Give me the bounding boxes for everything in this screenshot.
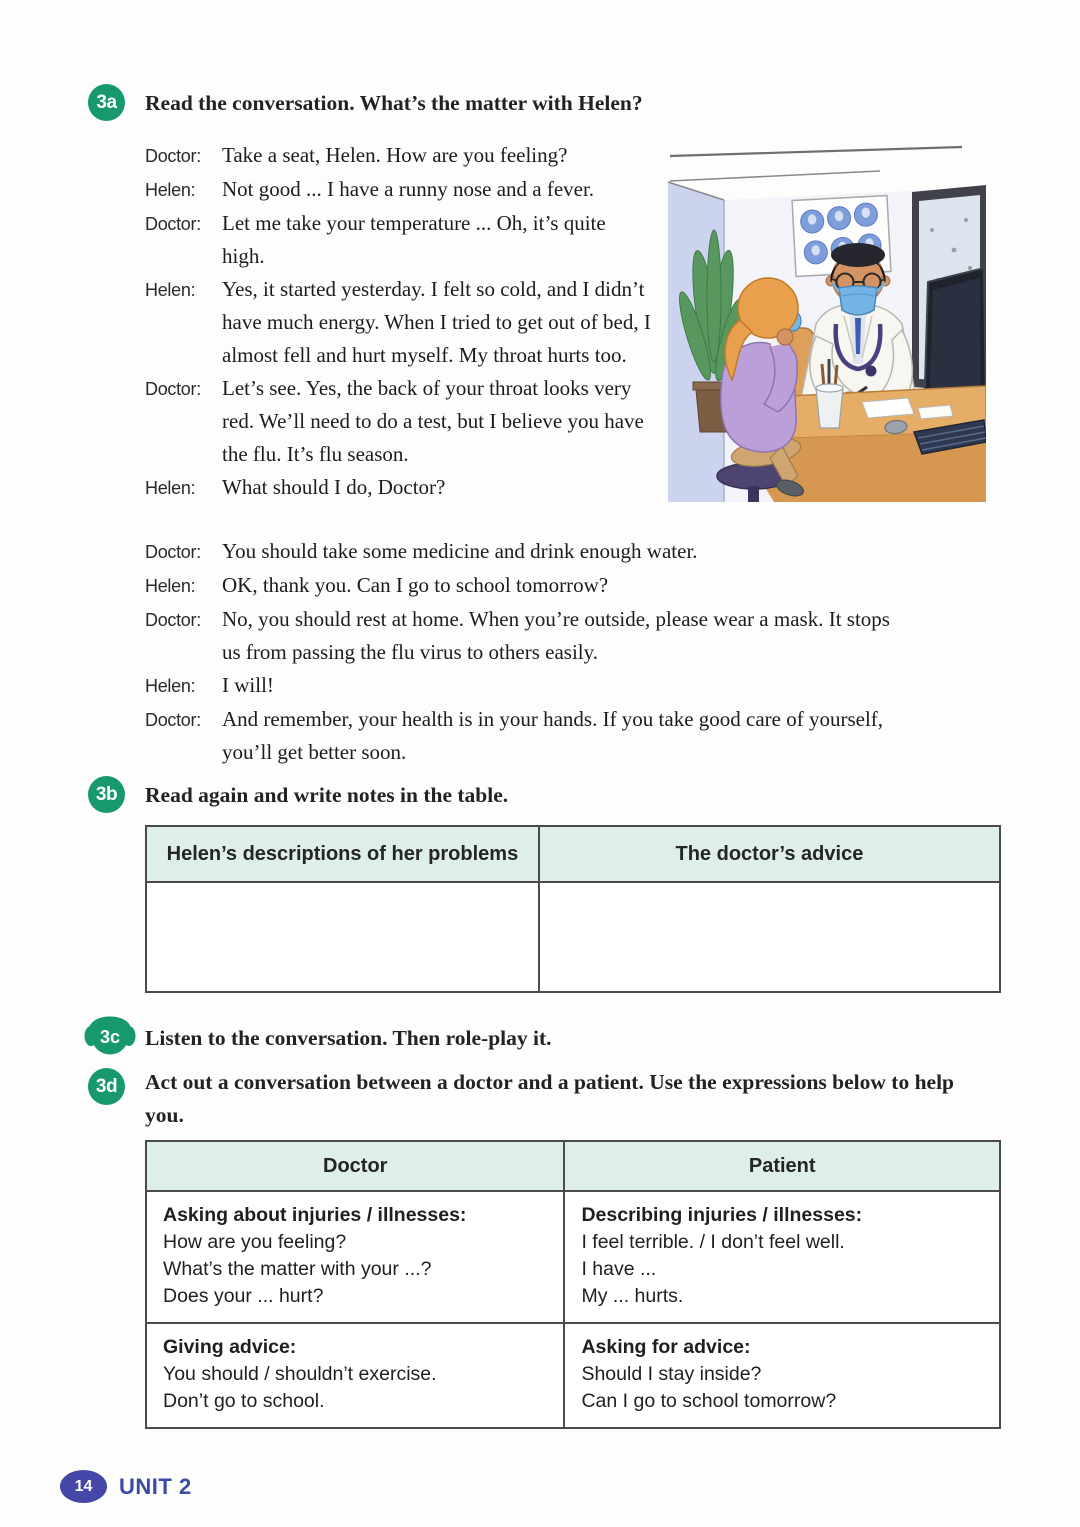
- dialogue-line: [145, 173, 662, 207]
- section-3b-badge: 3b: [88, 776, 125, 813]
- speaker-label: Doctor:: [145, 379, 201, 399]
- section-3b-title: Read again and write notes in the table.: [145, 783, 509, 807]
- conversation-full-width: [145, 535, 1005, 769]
- expression-line: You should / shouldn’t exercise.: [163, 1363, 437, 1385]
- dialogue-line: [145, 273, 662, 372]
- dialogue-text: Let me take your temperature ... Oh, it’s quite high.: [222, 211, 606, 268]
- speaker-label: Doctor:: [145, 146, 201, 166]
- section-3d-title: Act out a conversation between a doctor and a patient. Use the expressions below to help you.: [145, 1070, 955, 1127]
- dialogue-line: [145, 471, 662, 505]
- dialogue-text: I will!: [222, 673, 274, 697]
- notes-table-header-advice: The doctor’s advice: [539, 826, 1000, 882]
- dialogue-line: [145, 603, 1005, 669]
- notes-table-header-problems: Helen’s descriptions of her problems: [146, 826, 539, 882]
- dialogue-text: Not good ... I have a runny nose and a fever.: [222, 177, 595, 201]
- speaker-label: Doctor:: [145, 610, 201, 630]
- dialogue-text: Yes, it started yesterday. I felt so cold, and I didn’t have much energy. When I tried to get out of bed, I almost fell and hurt myself. My throat hurts too.: [222, 277, 651, 367]
- speaker-label: Helen:: [145, 180, 196, 200]
- speaker-label: Doctor:: [145, 542, 201, 562]
- expr-cell-asking-injuries: [146, 1191, 564, 1323]
- expr-cell-describing-injuries: [564, 1191, 1000, 1323]
- speaker-label: Doctor:: [145, 214, 201, 234]
- cell-heading: Asking about injuries / illnesses:: [163, 1204, 467, 1226]
- expressions-table: [145, 1140, 1001, 1429]
- dialogue-text: No, you should rest at home. When you’re outside, please wear a mask. It stops us from passing the flu virus to others easily.: [222, 607, 890, 664]
- cell-heading: Giving advice:: [163, 1336, 297, 1358]
- dialogue-text: Take a seat, Helen. How are you feeling?: [222, 143, 568, 167]
- dialogue-line: [145, 569, 1005, 603]
- prescription-card: [918, 405, 953, 419]
- dialogue-line: [145, 372, 662, 471]
- section-3a-badge: 3a: [88, 84, 125, 121]
- doctor-office-illustration: [666, 140, 986, 502]
- page-number-badge: 14: [60, 1470, 107, 1503]
- speaker-label: Helen:: [145, 280, 196, 300]
- speaker-label: Helen:: [145, 478, 196, 498]
- dialogue-text: Let’s see. Yes, the back of your throat looks very red. We’ll need to do a test, but I believe you have the flu. It’s flu season.: [222, 376, 644, 466]
- speaker-label: Helen:: [145, 576, 196, 596]
- expression-line: Can I go to school tomorrow?: [581, 1390, 837, 1412]
- section-3c-badge: [82, 1006, 138, 1058]
- expr-header-patient: Patient: [564, 1141, 1000, 1191]
- section-3a-title: Read the conversation. What’s the matter with Helen?: [145, 91, 643, 115]
- expression-line: My ... hurts.: [581, 1285, 684, 1307]
- svg-text:3c: 3c: [99, 1027, 121, 1047]
- speaker-label: Doctor:: [145, 710, 201, 730]
- expression-line: Don’t go to school.: [163, 1390, 325, 1412]
- dialogue-line: [145, 535, 1005, 569]
- dialogue-text: You should take some medicine and drink enough water.: [222, 539, 698, 563]
- cell-heading: Describing injuries / illnesses:: [581, 1204, 863, 1226]
- expression-line: How are you feeling?: [163, 1231, 347, 1253]
- expression-line: I have ...: [581, 1258, 657, 1280]
- speaker-label: Helen:: [145, 676, 196, 696]
- expression-line: What’s the matter with your ...?: [163, 1258, 432, 1280]
- page-footer: [60, 1470, 192, 1503]
- notes-table: [145, 825, 1001, 993]
- unit-label: UNIT 2: [119, 1473, 192, 1499]
- expression-line: Should I stay inside?: [581, 1363, 762, 1385]
- cell-heading: Asking for advice:: [581, 1336, 751, 1358]
- dialogue-line: [145, 139, 662, 173]
- dialogue-line: [145, 207, 662, 273]
- dialogue-text: OK, thank you. Can I go to school tomorrow?: [222, 573, 609, 597]
- paper-sheet: [862, 398, 914, 418]
- dialogue-line: [145, 703, 1005, 769]
- dialogue-line: [145, 669, 1005, 703]
- conversation-beside-image: [145, 139, 662, 505]
- section-3c-title: Listen to the conversation. Then role-play it.: [145, 1026, 552, 1050]
- expression-line: Does your ... hurt?: [163, 1285, 324, 1307]
- section-3d-badge: 3d: [88, 1068, 125, 1105]
- expr-cell-asking-advice: [564, 1323, 1000, 1428]
- dialogue-text: What should I do, Doctor?: [222, 475, 446, 499]
- expression-line: I feel terrible. / I don’t feel well.: [581, 1231, 845, 1253]
- notes-cell-advice: [539, 882, 1000, 992]
- dialogue-text: And remember, your health is in your hands. If you take good care of yourself, you’ll get better soon.: [222, 707, 884, 764]
- expr-header-doctor: Doctor: [146, 1141, 564, 1191]
- notes-cell-problems: [146, 882, 539, 992]
- expr-cell-giving-advice: [146, 1323, 564, 1428]
